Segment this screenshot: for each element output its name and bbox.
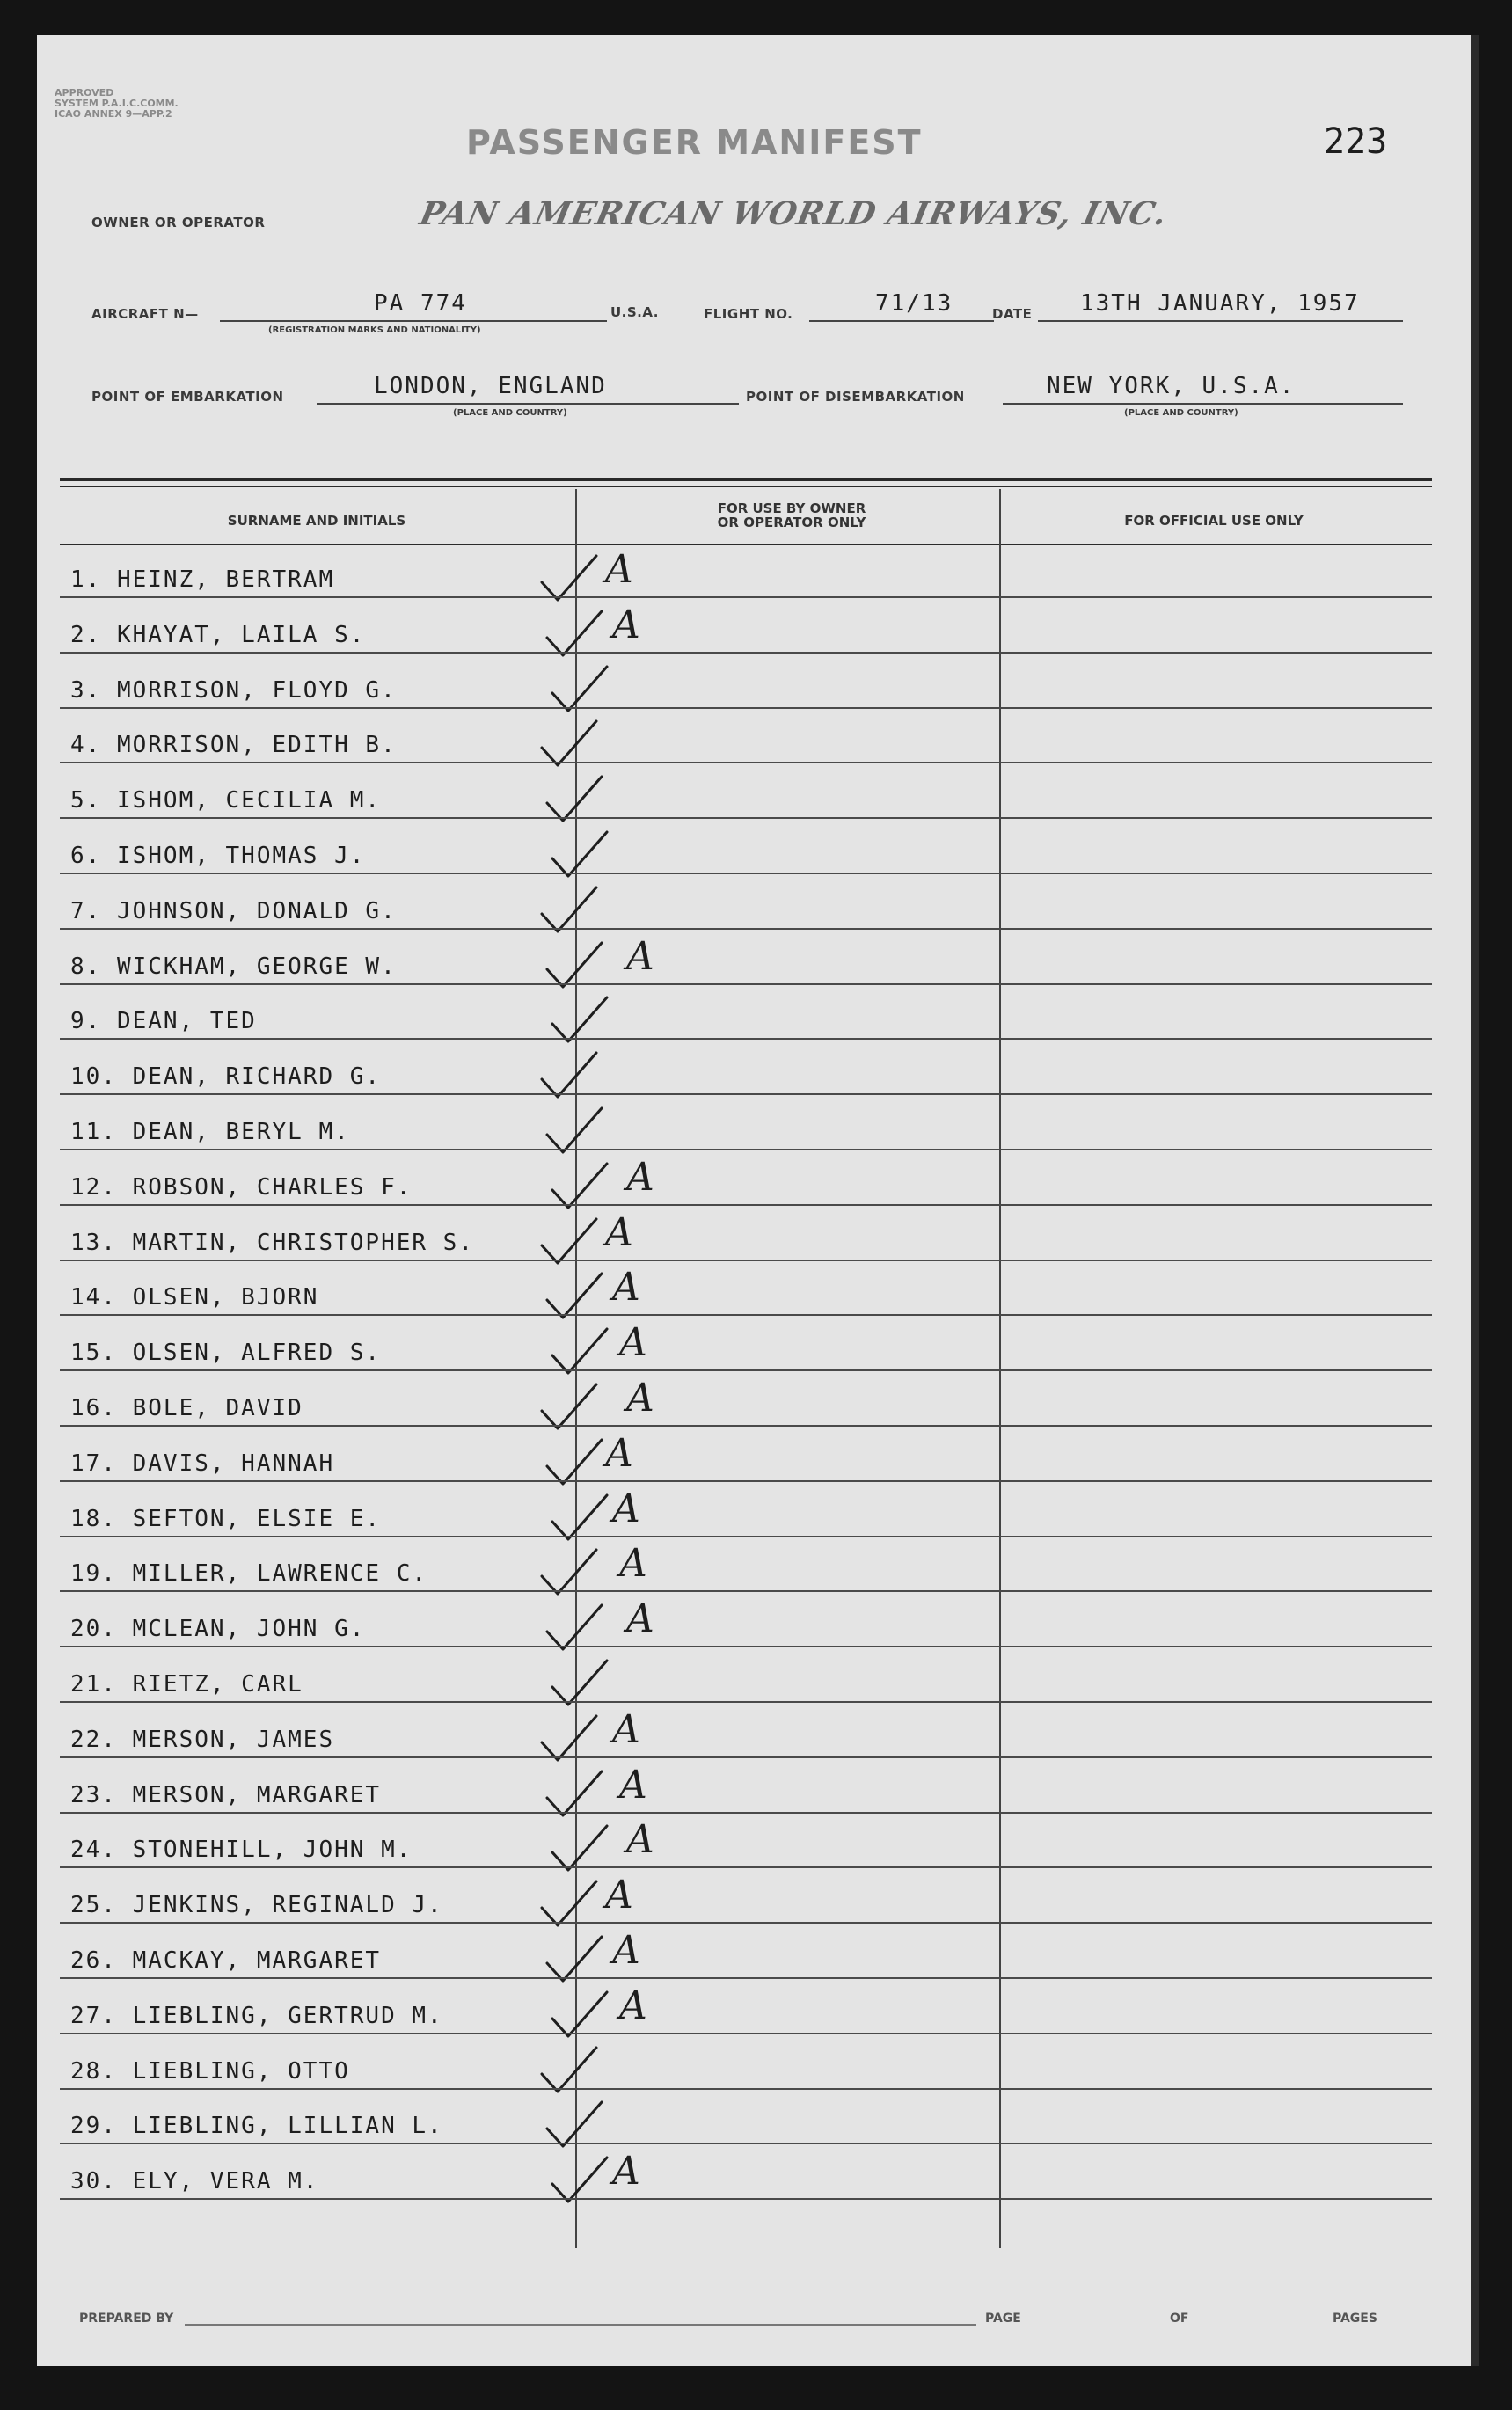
check-mark-icon — [544, 938, 605, 990]
approval-stamp — [55, 88, 179, 120]
prepared-by-label: PREPARED BY — [79, 2311, 174, 2326]
embark-underline — [317, 403, 739, 405]
aircraft-value: PA 774 — [374, 290, 467, 317]
column-header-owner — [616, 501, 968, 529]
check-mark-icon — [549, 661, 610, 714]
embark-place-note: (PLACE AND COUNTRY) — [453, 408, 567, 418]
row-rule — [60, 2033, 1432, 2034]
page-label: PAGE — [985, 2311, 1021, 2326]
passenger-name: 11. DEAN, BERYL M. — [70, 1119, 350, 1145]
column-divider-2 — [999, 489, 1001, 2248]
passenger-name: 27. LIEBLING, GERTRUD M. — [70, 2002, 443, 2029]
check-mark-icon — [544, 1268, 605, 1321]
check-mark-icon — [538, 716, 600, 769]
disembark-underline — [1003, 403, 1403, 405]
usa-label: U.S.A. — [610, 304, 659, 320]
row-rule — [60, 1812, 1432, 1814]
page-title: PASSENGER MANIFEST — [466, 123, 923, 162]
passenger-name: 1. HEINZ, BERTRAM — [70, 566, 335, 593]
flight-value: 71/13 — [875, 290, 953, 317]
column-header-owner-line: FOR USE BY OWNER — [717, 500, 866, 516]
check-mark-icon — [544, 606, 605, 659]
check-mark-icon — [544, 771, 605, 824]
handwritten-mark: A — [605, 1873, 633, 1918]
pages-label: PAGES — [1333, 2311, 1377, 2326]
row-rule — [60, 1701, 1432, 1703]
row-rule — [60, 1260, 1432, 1261]
table-top-rule — [60, 478, 1432, 481]
row-rule — [60, 1590, 1432, 1592]
flight-label: FLIGHT NO. — [704, 306, 793, 322]
check-mark-icon — [538, 1545, 600, 1597]
row-rule — [60, 596, 1432, 598]
handwritten-mark: A — [605, 547, 633, 592]
handwritten-mark: A — [619, 1983, 647, 2028]
row-rule — [60, 1977, 1432, 1979]
row-rule — [60, 983, 1432, 985]
check-mark-icon — [538, 2042, 600, 2095]
row-rule — [60, 1866, 1432, 1868]
row-rule — [60, 928, 1432, 930]
handwritten-mark: A — [626, 1817, 654, 1863]
passenger-name: 6. ISHOM, THOMAS J. — [70, 843, 366, 869]
approval-line: APPROVED — [55, 87, 114, 99]
sheet-edge — [1471, 35, 1479, 2366]
date-underline — [1038, 320, 1403, 322]
check-mark-icon — [544, 1600, 605, 1653]
check-mark-icon — [549, 992, 610, 1045]
handwritten-mark: A — [605, 1430, 633, 1476]
passenger-name: 22. MERSON, JAMES — [70, 1726, 335, 1753]
row-rule — [60, 1425, 1432, 1427]
passenger-name: 24. STONEHILL, JOHN M. — [70, 1837, 413, 1864]
flight-underline — [809, 320, 994, 322]
passenger-name: 3. MORRISON, FLOYD G. — [70, 676, 397, 704]
check-mark-icon — [544, 1932, 605, 1984]
handwritten-mark: A — [619, 1541, 647, 1587]
passenger-name: 25. JENKINS, REGINALD J. — [70, 1892, 443, 1919]
aircraft-underline — [220, 320, 607, 322]
passenger-name: 20. MCLEAN, JOHN G. — [70, 1616, 366, 1643]
handwritten-mark: A — [612, 2149, 640, 2195]
check-mark-icon — [538, 551, 600, 603]
passenger-name: 5. ISHOM, CECILIA M. — [70, 787, 382, 814]
row-rule — [60, 1093, 1432, 1095]
check-mark-icon — [538, 1048, 600, 1100]
check-mark-icon — [538, 882, 600, 935]
row-rule — [60, 873, 1432, 874]
aircraft-label: AIRCRAFT N— — [91, 306, 199, 322]
table-top-rule-2 — [60, 486, 1432, 487]
row-rule — [60, 1480, 1432, 1482]
passenger-name: 4. MORRISON, EDITH B. — [70, 732, 397, 759]
row-rule — [60, 652, 1432, 654]
check-mark-icon — [549, 1821, 610, 1873]
row-rule — [60, 707, 1432, 709]
owner-label: OWNER OR OPERATOR — [91, 215, 266, 230]
row-rule — [60, 2198, 1432, 2200]
passenger-name: 2. KHAYAT, LAILA S. — [70, 621, 366, 648]
disembark-value: NEW YORK, U.S.A. — [1047, 373, 1296, 399]
row-rule — [60, 1149, 1432, 1150]
row-rule — [60, 1314, 1432, 1316]
passenger-name: 16. BOLE, DAVID — [70, 1395, 303, 1421]
handwritten-mark: A — [626, 1596, 654, 1642]
row-rule — [60, 1536, 1432, 1537]
handwritten-mark: A — [626, 1376, 654, 1420]
check-mark-icon — [544, 1435, 605, 1487]
row-rule — [60, 1922, 1432, 1924]
registration-note: (REGISTRATION MARKS AND NATIONALITY) — [268, 325, 481, 335]
check-mark-icon — [544, 1103, 605, 1156]
row-rule — [60, 1038, 1432, 1040]
row-rule — [60, 2143, 1432, 2144]
approval-line: SYSTEM P.A.I.C.COMM. — [55, 98, 179, 109]
row-rule — [60, 1646, 1432, 1647]
passenger-name: 10. DEAN, RICHARD G. — [70, 1063, 382, 1091]
embark-value: LONDON, ENGLAND — [374, 373, 607, 399]
date-value: 13TH JANUARY, 1957 — [1080, 290, 1360, 317]
approval-line: ICAO ANNEX 9—APP.2 — [55, 108, 172, 120]
row-rule — [60, 2088, 1432, 2090]
handwritten-mark: A — [619, 1762, 647, 1808]
column-header-official: FOR OFFICIAL USE ONLY — [1124, 513, 1304, 529]
check-mark-icon — [538, 1214, 600, 1267]
passenger-name: 26. MACKAY, MARGARET — [70, 1947, 382, 1974]
passenger-name: 19. MILLER, LAWRENCE C. — [70, 1560, 428, 1588]
row-rule — [60, 1369, 1432, 1371]
handwritten-mark: A — [619, 1320, 647, 1366]
passenger-name: 13. MARTIN, CHRISTOPHER S. — [70, 1229, 474, 1256]
table-header-rule — [60, 544, 1432, 545]
check-mark-icon — [549, 827, 610, 880]
handwritten-mark: A — [612, 602, 640, 647]
passenger-name: 12. ROBSON, CHARLES F. — [70, 1173, 413, 1201]
row-rule — [60, 1204, 1432, 1206]
handwritten-mark: A — [626, 933, 654, 979]
row-rule — [60, 762, 1432, 763]
column-header-names: SURNAME AND INITIALS — [227, 513, 406, 529]
page-number: 223 — [1324, 121, 1388, 162]
passenger-name: 17. DAVIS, HANNAH — [70, 1450, 335, 1477]
handwritten-mark: A — [612, 1486, 640, 1531]
row-rule — [60, 817, 1432, 819]
check-mark-icon — [544, 2097, 605, 2150]
check-mark-icon — [549, 1987, 610, 2040]
operator-name: PAN AMERICAN WORLD AIRWAYS, INC. — [416, 195, 1172, 232]
check-mark-icon — [538, 1379, 600, 1432]
disembark-place-note: (PLACE AND COUNTRY) — [1124, 408, 1238, 418]
check-mark-icon — [549, 1158, 610, 1211]
passenger-name: 23. MERSON, MARGARET — [70, 1781, 382, 1808]
handwritten-mark: A — [612, 1265, 640, 1311]
check-mark-icon — [549, 1490, 610, 1543]
passenger-name: 7. JOHNSON, DONALD G. — [70, 897, 397, 924]
handwritten-mark: A — [626, 1154, 654, 1200]
handwritten-mark: A — [605, 1209, 633, 1255]
check-mark-icon — [538, 1711, 600, 1764]
passenger-name: 9. DEAN, TED — [70, 1008, 257, 1035]
passenger-name: 29. LIEBLING, LILLIAN L. — [70, 2113, 443, 2140]
check-mark-icon — [549, 2152, 610, 2205]
embark-label: POINT OF EMBARKATION — [91, 389, 284, 405]
check-mark-icon — [544, 1766, 605, 1819]
check-mark-icon — [538, 1876, 600, 1929]
passenger-name: 28. LIEBLING, OTTO — [70, 2057, 350, 2085]
handwritten-mark: A — [612, 1706, 640, 1752]
row-rule — [60, 1756, 1432, 1758]
prepared-by-underline — [185, 2324, 976, 2326]
column-header-owner-line: OR OPERATOR ONLY — [717, 515, 866, 530]
passenger-name: 15. OLSEN, ALFRED S. — [70, 1340, 382, 1367]
date-label: DATE — [992, 306, 1033, 322]
handwritten-mark: A — [612, 1928, 640, 1973]
passenger-name: 30. ELY, VERA M. — [70, 2168, 319, 2195]
passenger-name: 14. OLSEN, BJORN — [70, 1284, 319, 1311]
check-mark-icon — [549, 1324, 610, 1377]
passenger-name: 21. RIETZ, CARL — [70, 1671, 303, 1698]
passenger-name: 8. WICKHAM, GEORGE W. — [70, 953, 397, 980]
disembark-label: POINT OF DISEMBARKATION — [746, 389, 965, 405]
of-label: OF — [1170, 2311, 1189, 2326]
check-mark-icon — [549, 1655, 610, 1708]
passenger-name: 18. SEFTON, ELSIE E. — [70, 1505, 382, 1532]
